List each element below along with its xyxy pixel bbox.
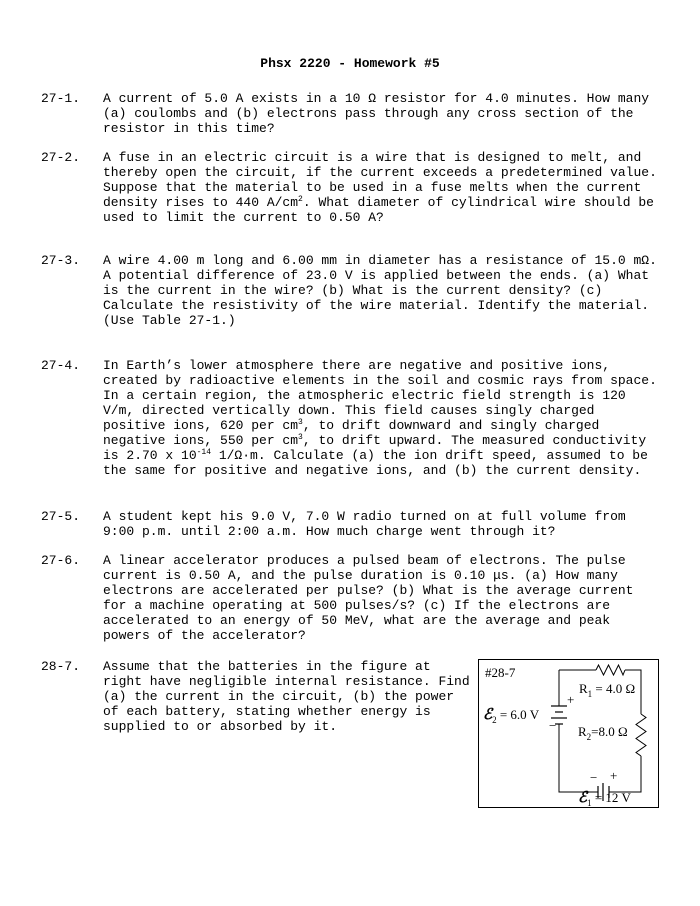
problem-number: 27-5. xyxy=(41,509,81,524)
problem-27-1 xyxy=(41,91,661,136)
e2-label: ℰ$_2$ = 6.0 V xyxy=(483,707,540,725)
superscript: 3 xyxy=(298,433,303,442)
problem-27-4 xyxy=(41,358,661,478)
problem-text: Assume that the batteries in the figure at right have negligible internal resistance. Find (a) the current in the circuit, (b) the power of each battery, stating whether energy is supplied to or absorbed by it. xyxy=(103,659,470,734)
e1-minus-sign: − xyxy=(590,770,598,785)
superscript: 3 xyxy=(298,418,303,427)
problem-text: A wire 4.00 m long and 6.00 mm in diameter has a resistance of 15.0 mΩ. A potential difference of 23.0 V is applied between the ends. (a) What is the current in the wire? (b) What is the current density? (c) Calculate the resistivity of the wire material. Identify the material. (Use Table 27-1.) xyxy=(103,253,657,328)
problem-text: In Earth’s lower atmosphere there are negative and positive ions, created by radioactive elements in the soil and cosmic rays from space. In a certain region, the atmospheric electric field strength is 120 V/m, directed vertically down. This field causes singly charged positive ions, 620 per $cm^3$, to drift downward and singly charged negative ions, 550 per $cm^3$, to drift upward. The measured conductivity is 2.70 x $10^{-14}$ 1/Ω·m. Calculate (a) the ion drift speed, assumed to be the same for positive and negative ions, and (b) the current density. xyxy=(103,358,657,478)
e2-minus-sign: − xyxy=(549,718,557,733)
circuit-diagram xyxy=(479,660,658,807)
problem-number: 27-1. xyxy=(41,91,81,106)
resistor-r2-symbol xyxy=(636,714,646,756)
e1-plus-sign: + xyxy=(610,768,618,783)
problem-text: A fuse in an electric circuit is a wire that is designed to melt, and thereby open the circuit, if the current exceeds a predetermined value. Suppose that the material to be used in a fuse melts when the current density rises to 440 $A/cm^2$. What diameter of cylindrical wire should be used to limit the current to 0.50 A? xyxy=(103,150,657,225)
superscript: -14 xyxy=(196,448,212,457)
problem-number: 27-4. xyxy=(41,358,81,373)
problem-text: A linear accelerator produces a pulsed beam of electrons. The pulse current is 0.50 A, and the pulse duration is 0.10 μs. (a) How many electrons are accelerated per pulse? (b) What is the average current for a machine operating at 500 pulses/s? (c) If the electrons are accelerated to an energy of 50 MeV, what are the average and peak powers of the accelerator? xyxy=(103,553,634,643)
r1-label: $R_1 = 4.0$ Ω xyxy=(579,681,636,699)
problem-number: 27-2. xyxy=(41,150,81,165)
problem-27-3 xyxy=(41,253,661,328)
problem-28-7 xyxy=(41,659,471,734)
problem-text: A student kept his 9.0 V, 7.0 W radio turned on at full volume from 9:00 p.m. until 2:00 a.m. How much charge went through it? xyxy=(103,509,626,539)
circuit-figure xyxy=(478,659,659,808)
figure-label: #28-7 xyxy=(485,665,516,680)
resistor-r1-symbol xyxy=(596,665,625,675)
page-title: Phsx 2220 - Homework #5 xyxy=(260,56,440,71)
problem-27-6 xyxy=(41,553,661,643)
e1-label: ℰ$_1$ = 12 V xyxy=(578,790,631,807)
problem-27-5 xyxy=(41,509,661,539)
problem-number: 28-7. xyxy=(41,659,81,674)
superscript: 2 xyxy=(298,195,303,204)
problem-27-2 xyxy=(41,150,661,225)
problem-number: 27-3. xyxy=(41,253,81,268)
e2-plus-sign: + xyxy=(567,692,575,707)
r2-label: $R_2=8.0$ Ω xyxy=(578,724,628,742)
problem-text: A current of 5.0 A exists in a 10 Ω resistor for 4.0 minutes. How many (a) coulombs and (b) electrons pass through any cross section of the resistor in this time? xyxy=(103,91,650,136)
problem-number: 27-6. xyxy=(41,553,81,568)
